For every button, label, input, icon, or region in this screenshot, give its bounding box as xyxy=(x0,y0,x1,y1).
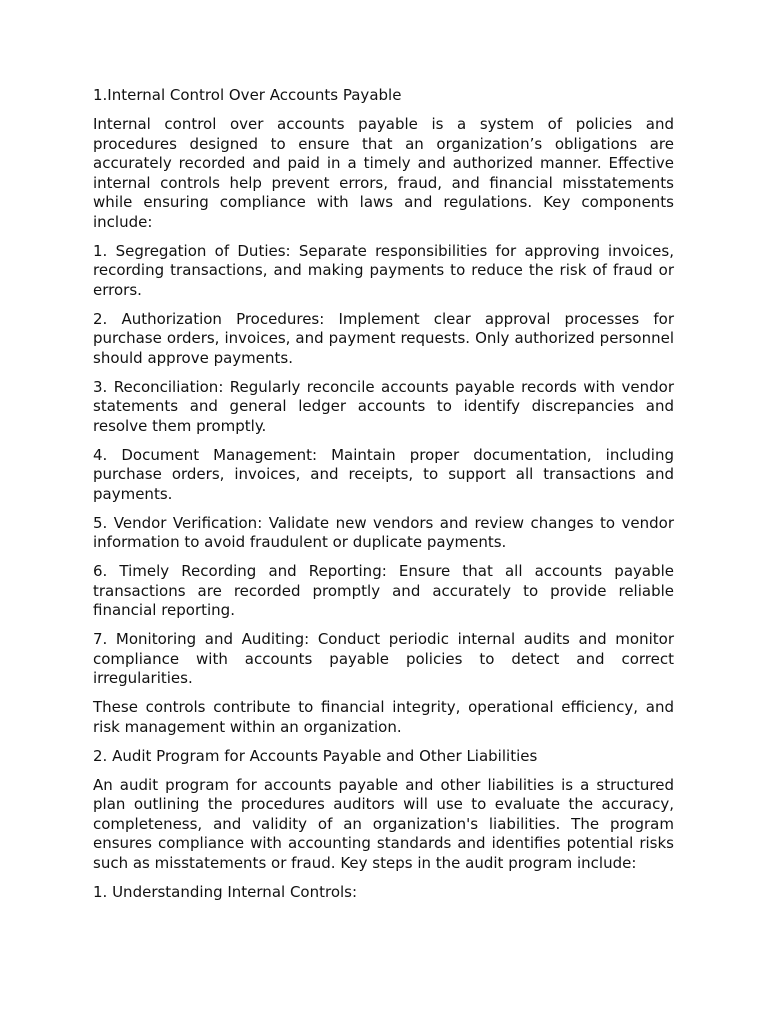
list-item: 6. Timely Recording and Reporting: Ensure that all accounts payable transactions are recorded promptly and accurately to provide reliable financial reporting. xyxy=(93,562,674,619)
summary-paragraph: These controls contribute to financial integrity, operational efficiency, and risk management within an organization. xyxy=(93,698,674,736)
section-heading-1: 1.Internal Control Over Accounts Payable xyxy=(93,86,402,104)
section-heading-2: 2. Audit Program for Accounts Payable and Other Liabilities xyxy=(93,746,538,765)
list-item: 5. Vendor Verification: Validate new vendors and review changes to vendor information to avoid fraudulent or duplicate payments. xyxy=(93,513,674,551)
audit-intro-paragraph: An audit program for accounts payable and other liabilities is a structured plan outlining the procedures auditors will use to evaluate the accuracy, completeness, and validity of an organization's liabilities. The program ensures compliance with accounting standards and identifies potential risks such as misstatements or fraud. Key steps in the audit program include: xyxy=(93,775,674,872)
list-item: 1. Understanding Internal Controls: xyxy=(93,882,358,901)
list-item: 7. Monitoring and Auditing: Conduct periodic internal audits and monitor compliance with accounts payable policies to detect and correct irregularities. xyxy=(93,630,674,687)
document-page xyxy=(93,86,674,912)
intro-paragraph: Internal control over accounts payable is a system of policies and procedures designed to ensure that an organization’s obligations are accurately recorded and paid in a timely and authorized manner. Effective internal controls help prevent errors, fraud, and financial misstatements while ensuring compliance with laws and regulations. Key components include: xyxy=(93,115,674,231)
list-item: 3. Reconciliation: Regularly reconcile accounts payable records with vendor statements and general ledger accounts to identify discrepancies and resolve them promptly. xyxy=(93,377,674,435)
list-item: 4. Document Management: Maintain proper documentation, including purchase orders, invoices, and receipts, to support all transactions and payments. xyxy=(93,445,674,503)
list-item: 2. Authorization Procedures: Implement clear approval processes for purchase orders, invoices, and payment requests. Only authorized personnel should approve payments. xyxy=(93,309,674,367)
list-item: 1. Segregation of Duties: Separate responsibilities for approving invoices, recording transactions, and making payments to reduce the risk of fraud or errors. xyxy=(93,241,674,299)
